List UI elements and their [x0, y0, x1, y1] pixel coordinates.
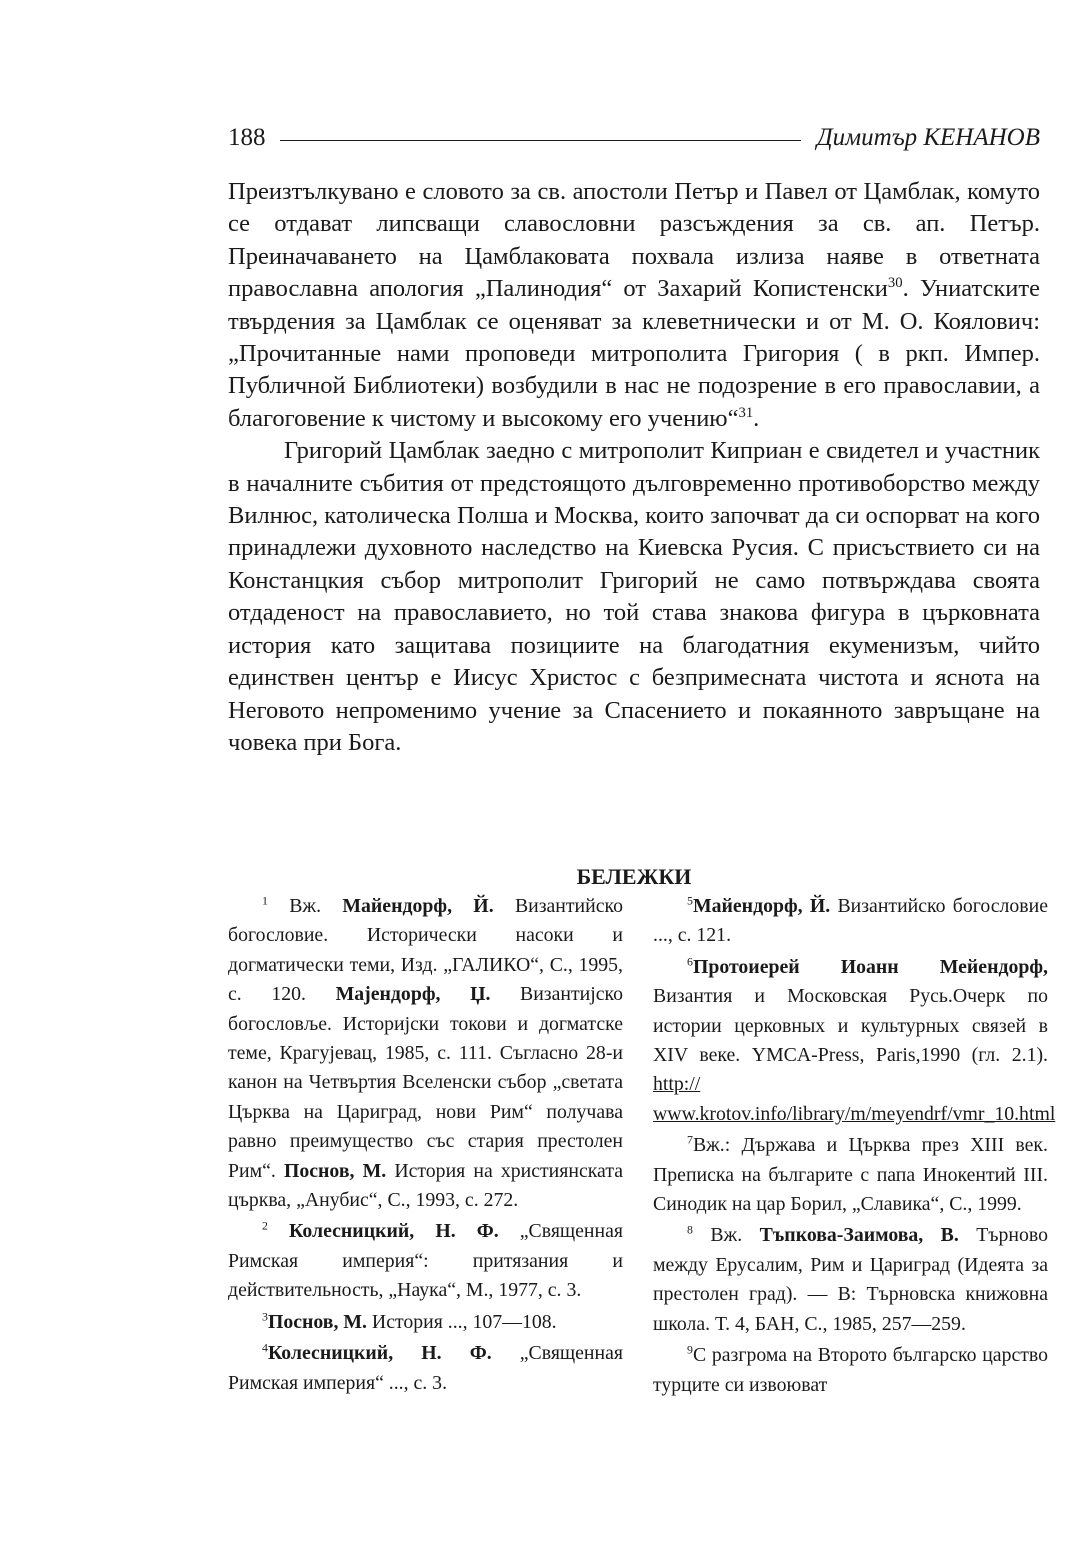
- footnote-2: $^2$ Колесницкий, Н. Ф. „Священная Римская империя“: притязания и действительность, „Наука“, М., 1977, с. 3.: [228, 1218, 623, 1302]
- footnote-6: $^6$Протоиерей Иоанн Мейендорф, Византия и Московская Русь.Очерк по истории церковных и культурных связей в XIV веке. YMCA-Press, Paris,1990 (гл. 2.1). http:// www.krotov.info/library/m/meyendrf/vmr_10.html: [653, 954, 1056, 1125]
- footnote-4: $^4$Колесницкий, Н. Ф. „Священная Римская империя“ ..., с. 3.: [228, 1340, 623, 1394]
- notes-column-right: [653, 892, 1056, 1402]
- footnote-3: $^3$Поснов, М. История ..., 107—108.: [262, 1309, 557, 1333]
- running-header: [228, 118, 1040, 158]
- paragraph-1: Преизтълкувано е словото за св. апостоли Петър и Павел от Цамблак, комуто се отдават липсващи славословни разсъждения за св. ап. Петър. Преиначаването на Цамблаковата похвала излиза наяве в ответната православна апология „Палинодия“ от Захарий Копистенски$^{30}$. Униатските твърдения за Цамблак се оценяват за клеветнически и от М. О. Коялович: „Прочитанные нами проповеди митрополита Григория ( в ркп. Импер. Публичной Библиотеки) возбудили в нас не подозрение в его православии, а благоговение к чистому и высокому его учению“$^{31}$.: [228, 178, 1040, 432]
- footnote-ref-31: 31: [738, 404, 754, 421]
- notes-column-left: [228, 892, 623, 1400]
- footnote-1: $^1$ Вж. Майендорф, Й. Византийско богословие. Исторически насоки и догматически теми, Изд. „ГАЛИКО“, С., 1995, с. 120. Мајендорф, Џ. Византијско богословље. Историјски токови и догматске теме, Крагујевац, 1985, с. 111. Съгласно 28-и канон на Четвъртия Вселенски събор „светата Църква на Цариград, нови Рим“ получава равно преимущество със стария престолен Рим“. Поснов, М. История на християнската църква, „Анубис“, С., 1993, с. 272.: [228, 893, 623, 1212]
- notes-heading: БЕЛЕЖКИ: [576, 864, 692, 889]
- main-text: [228, 176, 1040, 759]
- footnote-5: $^5$Майендорф, Й. Византийско богословие ..., с. 121.: [653, 893, 1048, 947]
- footnote-9: $^9$С разгрома на Второто българско царство турците си извоюват: [653, 1342, 1048, 1396]
- footnote-7: $^7$Вж.: Държава и Църква през XIII век. Преписка на българите с папа Инокентий III. Синодик на цар Борил, „Славика“, С., 1999.: [653, 1132, 1048, 1216]
- running-author: Димитър КЕНАНОВ: [816, 124, 1040, 151]
- header-rule: [280, 140, 801, 141]
- paragraph-2: Григорий Цамблак заедно с митрополит Киприан е свидетел и участник в началните събития от предстоящото дълговременно противоборство между Вилнюс, католическа Полша и Москва, които започват да си оспорват на кого принадлежи духовното наследство на Киевска Русия. С присъствието си на Констанцкия събор митрополит Григорий не само потвърждава своята отдаденост на православието, но той става знакова фигура в църковната история като защитава позициите на благодатния екуменизъм, чийто единствен център е Иисус Христос с безпримесната чистота и яснота на Неговото непроменимо учение за Спасението и покаянното завръщане на човека при Бога.: [228, 437, 1040, 756]
- footnote-ref-30: 30: [887, 275, 903, 292]
- footnote-8: $^8$ Вж. Тъпкова-Заимова, В. Търново между Ерусалим, Рим и Цариград (Идеята за престолен град). — В: Търновска книжовна школа. Т. 4, БАН, С., 1985, 257—259.: [653, 1222, 1048, 1335]
- page-number: 188: [228, 124, 266, 151]
- footnote-6-link[interactable]: http:// www.krotov.info/library/m/meyendrf/vmr_10.html: [653, 1073, 1056, 1125]
